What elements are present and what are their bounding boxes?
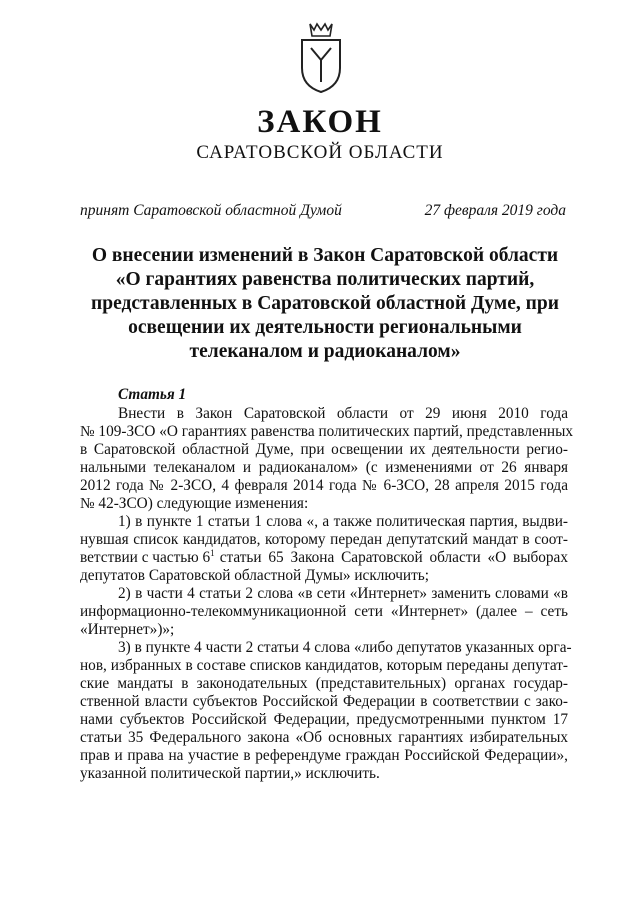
heading-line: О внесении изменений в Закон Саратовской области (91, 245, 559, 266)
law-heading (70, 244, 580, 364)
law-subtitle: САРАТОВСКОЙ ОБЛАСТИ (196, 142, 444, 163)
text-line: № 42-ЗСО) следующие изменения: (80, 495, 309, 512)
coat-of-arms-icon (296, 22, 346, 94)
text-line: информационно-телекоммуникационной сети «Интернет» (далее – сеть (80, 603, 568, 620)
adopted-by: принят Саратовской областной Думой (80, 202, 342, 219)
law-title: ЗАКОН (257, 104, 383, 140)
text-line: ские мандаты в законодательных (представительных) органах государ- (80, 675, 568, 692)
text-line: «Интернет»)»; (80, 621, 175, 638)
text-line (80, 549, 568, 567)
heading-line: «О гарантиях равенства политических партий, (115, 269, 535, 290)
text-line: нувшая список кандидатов, которому передан депутатский мандат в соот- (80, 531, 568, 548)
text-line: 2012 года № 2-ЗСО, 4 февраля 2014 года № 6-ЗСО, 28 апреля 2015 года (80, 477, 568, 494)
heading-line: освещении их деятельности региональными (128, 317, 522, 338)
text-line: статьи 35 Федерального закона «Об основных гарантиях избирательных (80, 729, 568, 746)
article-title: Статья 1 (118, 386, 187, 403)
text-line: ственной власти субъектов Российской Федерации в соответствии с зако- (80, 693, 568, 710)
text-line: нами субъектов Российской Федерации, предусмотренными пунктом 17 (80, 711, 568, 728)
text-line: прав и права на участие в референдуме граждан Российской Федерации», (80, 747, 568, 764)
text-line: 1) в пункте 1 статьи 1 слова «, а также политическая партия, выдви- (118, 513, 568, 530)
text-fragment (80, 549, 215, 567)
text-line: нов, избранных в составе списков кандидатов, которым переданы депутат- (80, 657, 568, 674)
text-fragment: статьи 65 Закона Саратовской области «О выборах (219, 549, 568, 566)
heading-line: телеканалом и радиоканалом» (189, 341, 461, 362)
text-line: указанной политической партии,» исключить. (80, 765, 380, 782)
text-line: 2) в части 4 статьи 2 слова «в сети «Интернет» заменить словами «в (118, 585, 568, 602)
heading-line: представленных в Саратовской областной Думе, при (91, 293, 559, 314)
text-fragment: ветствии с частью 6 (80, 549, 211, 566)
text-line: Внести в Закон Саратовской области от 29 июня 2010 года (118, 405, 568, 422)
text-line: в Саратовской областной Думе, при освещении их деятельности регио- (80, 441, 568, 458)
article-1 (80, 386, 574, 783)
text-line: депутатов Саратовской областной Думы» исключить; (80, 567, 430, 584)
adoption-date: 27 февраля 2019 года (424, 202, 566, 219)
text-line: № 109-ЗСО «О гарантиях равенства политических партий, представленных (80, 423, 574, 440)
superscript: 1 (210, 547, 215, 558)
text-line: нальными телеканалом и радиоканалом» (с изменениями от 26 января (80, 459, 568, 476)
text-line: 3) в пункте 4 части 2 статьи 4 слова «либо депутатов указанных орга- (118, 639, 572, 656)
